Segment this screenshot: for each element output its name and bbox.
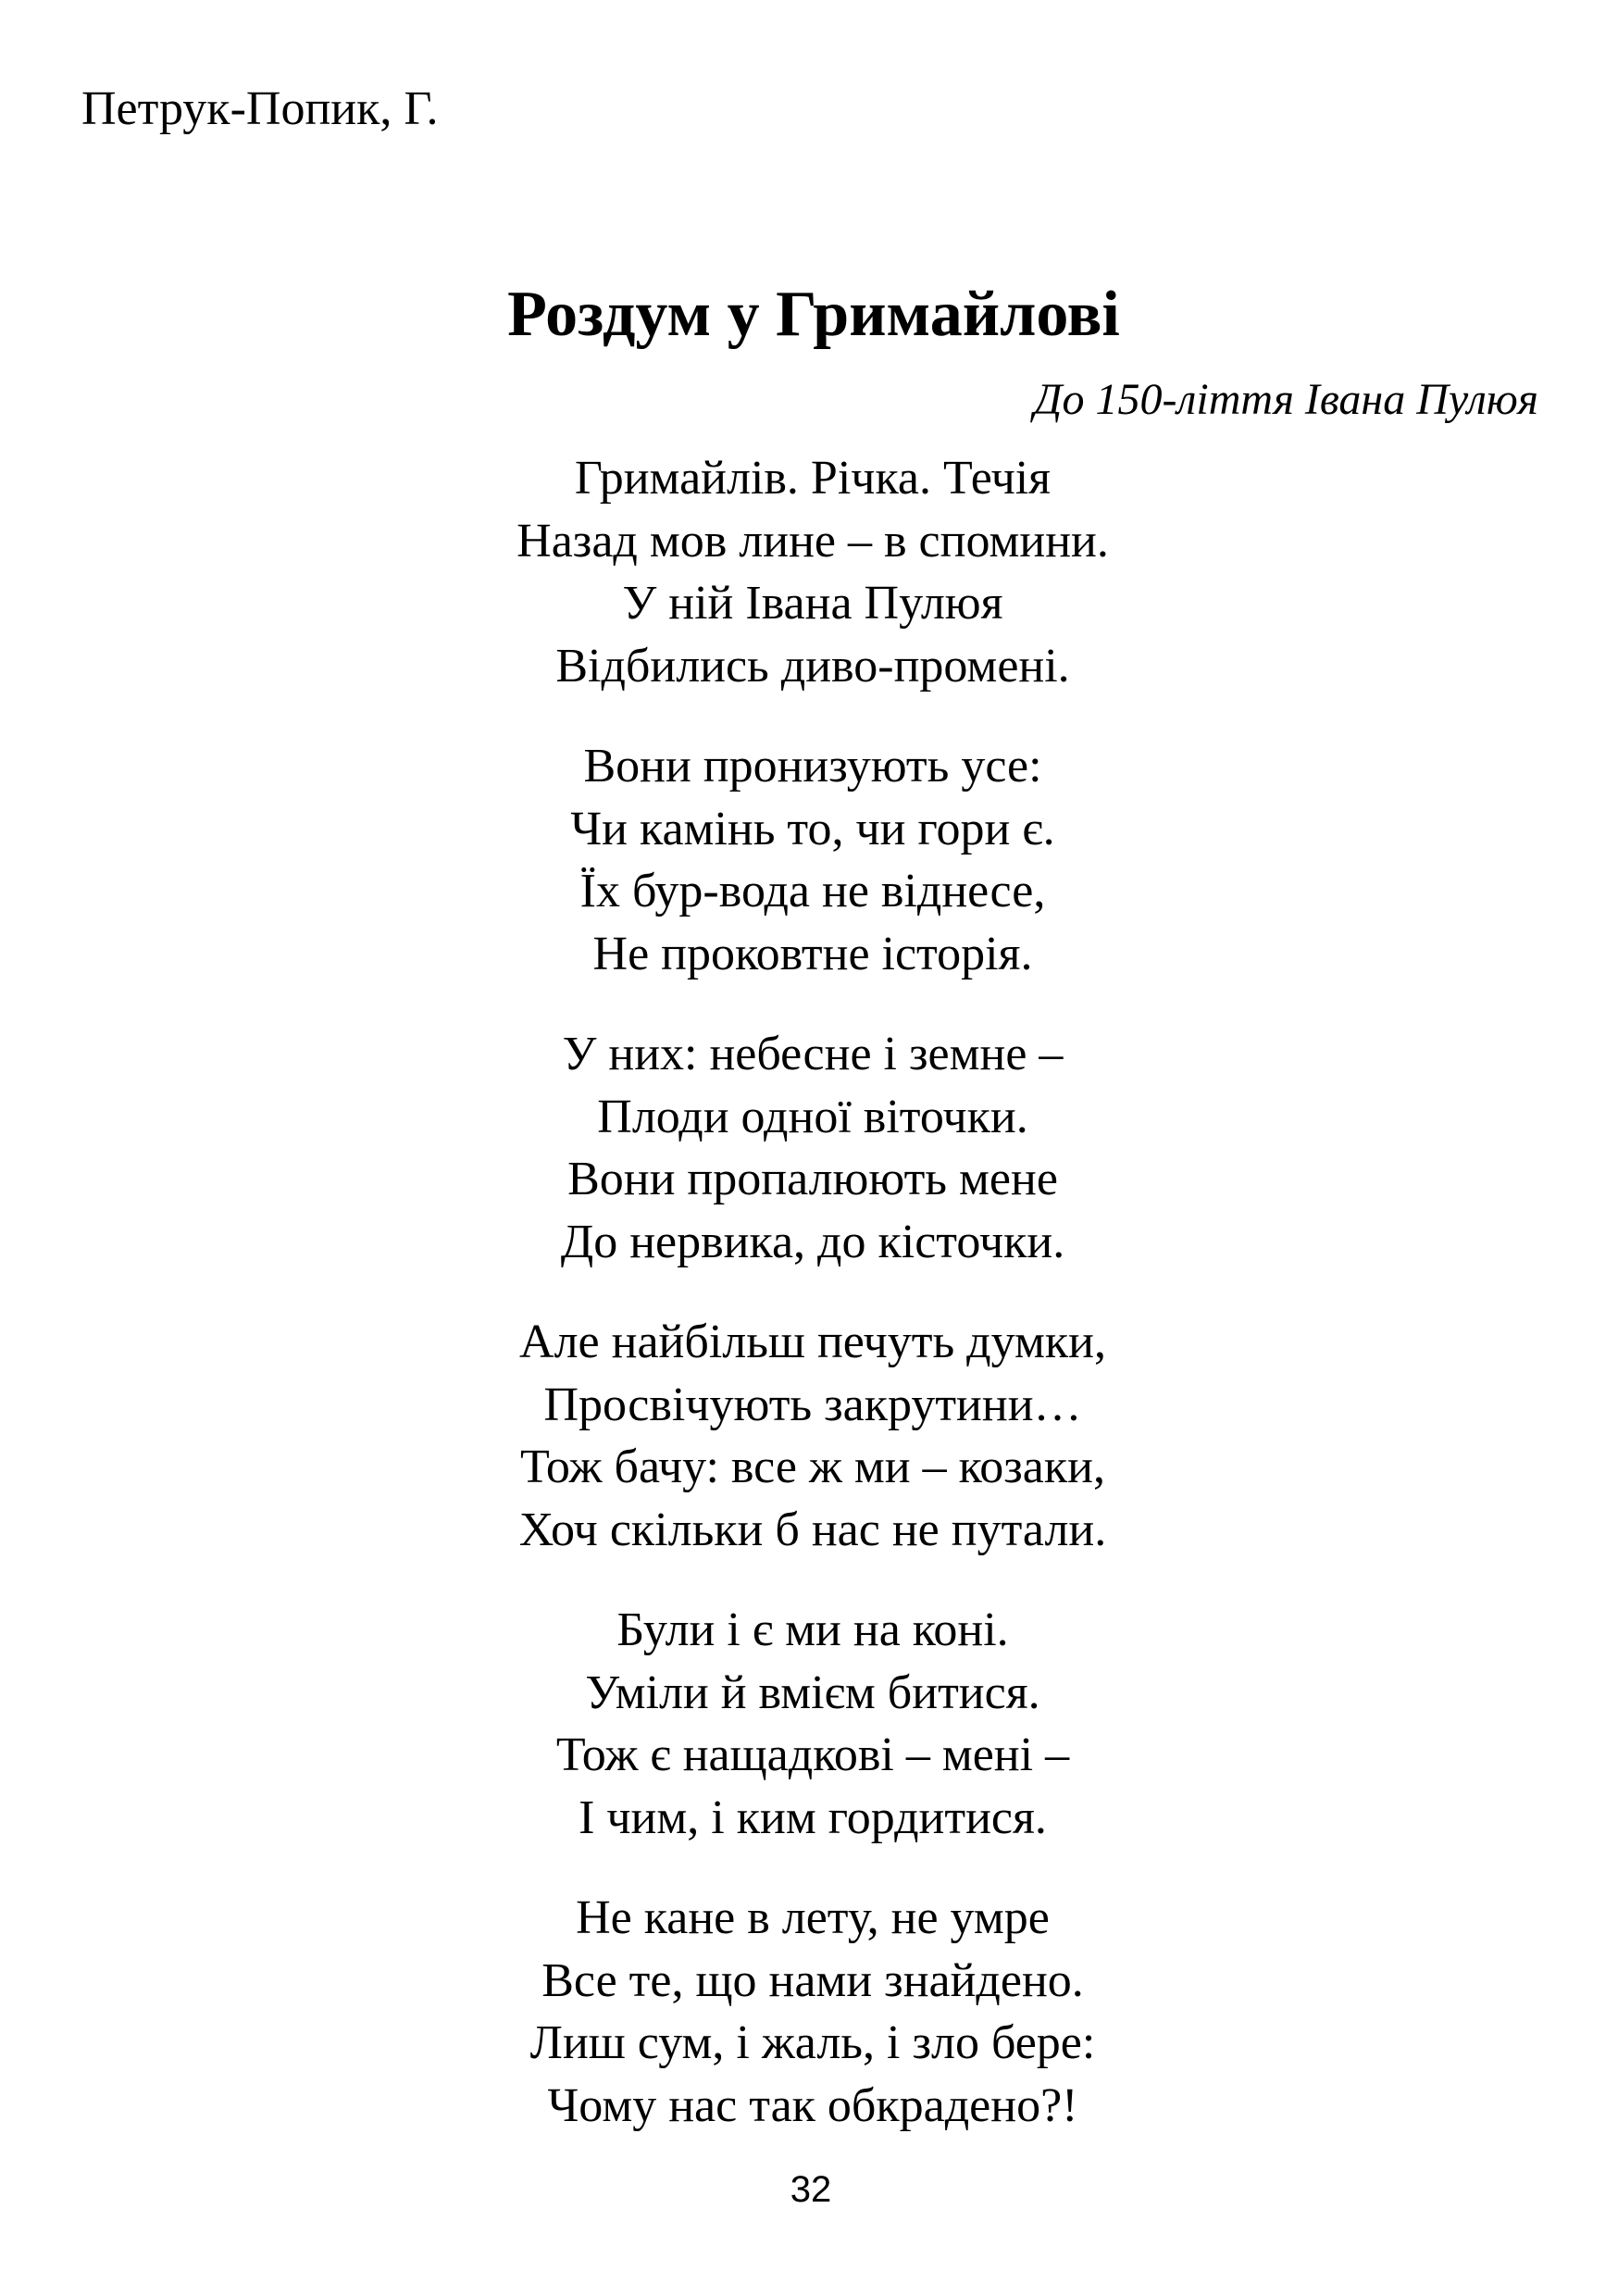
poem-line: Гримайлів. Річка. Течія — [574, 452, 1052, 505]
stanza — [7, 1599, 1618, 1849]
poem-line: Просвічують закрутини… — [543, 1378, 1082, 1431]
poem-line: Були і є ми на коні. — [616, 1603, 1009, 1656]
poem-line: Все те, що нами знайдено. — [541, 1953, 1084, 2007]
poem-line: Тож бачу: все ж ми – козаки, — [520, 1441, 1105, 1493]
author-name: Петрук-Попик, Г. — [81, 82, 439, 135]
dedication: До 150-ліття Івана Пулюя — [1033, 375, 1538, 424]
poem-line: Їх бур-вода не віднесе, — [579, 865, 1046, 917]
poem-line: Лиш сум, і жаль, і зло бере: — [529, 2016, 1096, 2069]
stanza — [7, 447, 1618, 697]
poem-title: Роздум у Гримайлові — [507, 279, 1120, 350]
stanza — [7, 735, 1618, 985]
poem-line: Не кане в лету, не умре — [576, 1891, 1050, 1944]
poem-line: Хоч скільки б нас не путали. — [518, 1503, 1107, 1556]
poem-line: Вони пропалюють мене — [567, 1153, 1058, 1205]
poem-line: Вони пронизують усе: — [583, 740, 1042, 792]
stanza — [7, 1887, 1618, 2137]
poem-line: Плоди одної віточки. — [597, 1090, 1028, 1143]
stanza — [7, 1311, 1618, 1561]
poem-line: У ній Івана Пулюя — [622, 577, 1003, 630]
poem-line: Відбились диво-промені. — [555, 639, 1070, 693]
poem-line: Чому нас так обкрадено?! — [547, 2078, 1078, 2132]
poem-line: Назад мов лине – в спомини. — [517, 514, 1109, 568]
stanza — [7, 1023, 1618, 1273]
poem-line: Чи камінь то, чи гори є. — [570, 802, 1055, 855]
poem-body — [0, 447, 1618, 2175]
page-number: 32 — [790, 2169, 832, 2210]
poem-line: Уміли й вмієм битися. — [585, 1666, 1040, 1719]
poem-line: До нервика, до кісточки. — [560, 1215, 1065, 1268]
poem-line: Не проковтне історія. — [592, 927, 1033, 980]
poem-line: І чим, і ким гордитися. — [579, 1791, 1047, 1844]
poem-line: Тож є нащадкові – мені – — [555, 1728, 1070, 1781]
poem-line: Але найбільш печуть думки, — [519, 1316, 1106, 1368]
poem-line: У них: небесне і земне – — [562, 1028, 1064, 1080]
